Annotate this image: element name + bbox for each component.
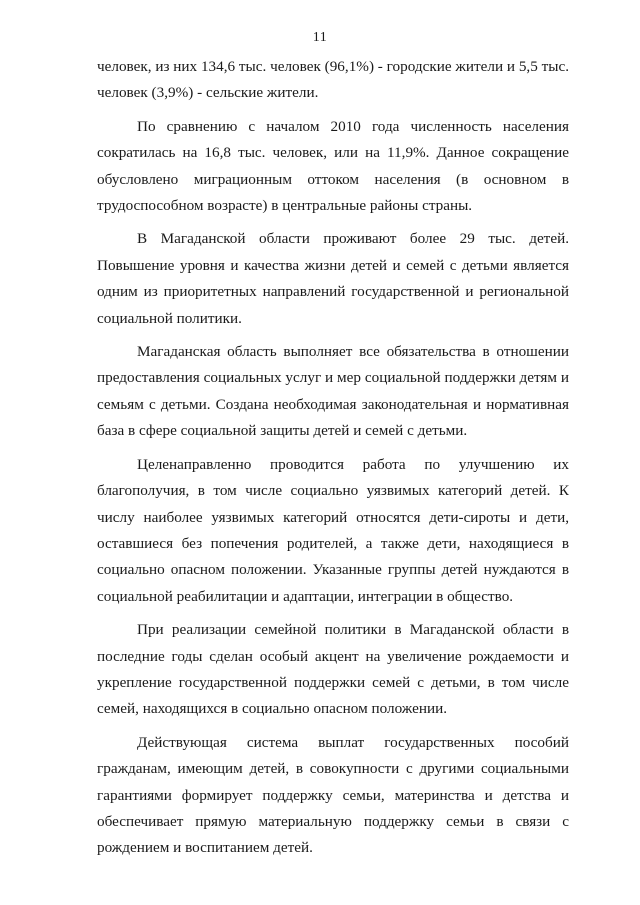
paragraph-children-count: В Магаданской области проживают более 29 тыс. детей. Повышение уровня и качества жизни детей и семей с детьми является одним из приоритетных направлений государственной и региональной социальной политики. [97, 230, 569, 327]
page-number: 11 [312, 30, 328, 45]
paragraph-population-decline: По сравнению с началом 2010 года численность населения сократилась на 16,8 тыс. человек, или на 11,9%. Данное сокращение обусловлено миграционным оттоком населения (в основном в трудоспособном возрасте) в центральные районы страны. [97, 117, 569, 215]
paragraph-social-obligations: Магаданская область выполняет все обязательства в отношении предоставления социальных услуг и мер социальной поддержки детям и семьям с детьми. Создана необходимая законодательная и нормативная база в сфере социальной защиты детей и семей с детьми. [97, 343, 569, 440]
document-body [97, 54, 569, 862]
paragraph-family-policy: При реализации семейной политики в Магаданской области в последние годы сделан особый акцент на увеличение рождаемости и укрепление государственной поддержки семей с детьми, в том числе семей, находящихся в социально опасном положении. [97, 621, 569, 718]
paragraph-population-continued: человек, из них 134,6 тыс. человек (96,1%) - городские жители и 5,5 тыс. человек (3,9%) - сельские жители. [97, 58, 569, 102]
paragraph-state-benefits: Действующая система выплат государственных пособий гражданам, имеющим детей, в совокупности с другими социальными гарантиями формирует поддержку семьи, материнства и детства и обеспечивает прямую материальную поддержку семьи в связи с рождением и воспитанием детей. [97, 733, 569, 857]
paragraph-vulnerable-children: Целенаправленно проводится работа по улучшению их благополучия, в том числе социально уязвимых категорий детей. К числу наиболее уязвимых категорий относятся дети-сироты и дети, оставшиеся без попечения родителей, а также дети, находящиеся в социально опасном положении. Указанные группы детей нуждаются в социальной реабилитации и адаптации, интеграции в общество. [97, 455, 569, 605]
